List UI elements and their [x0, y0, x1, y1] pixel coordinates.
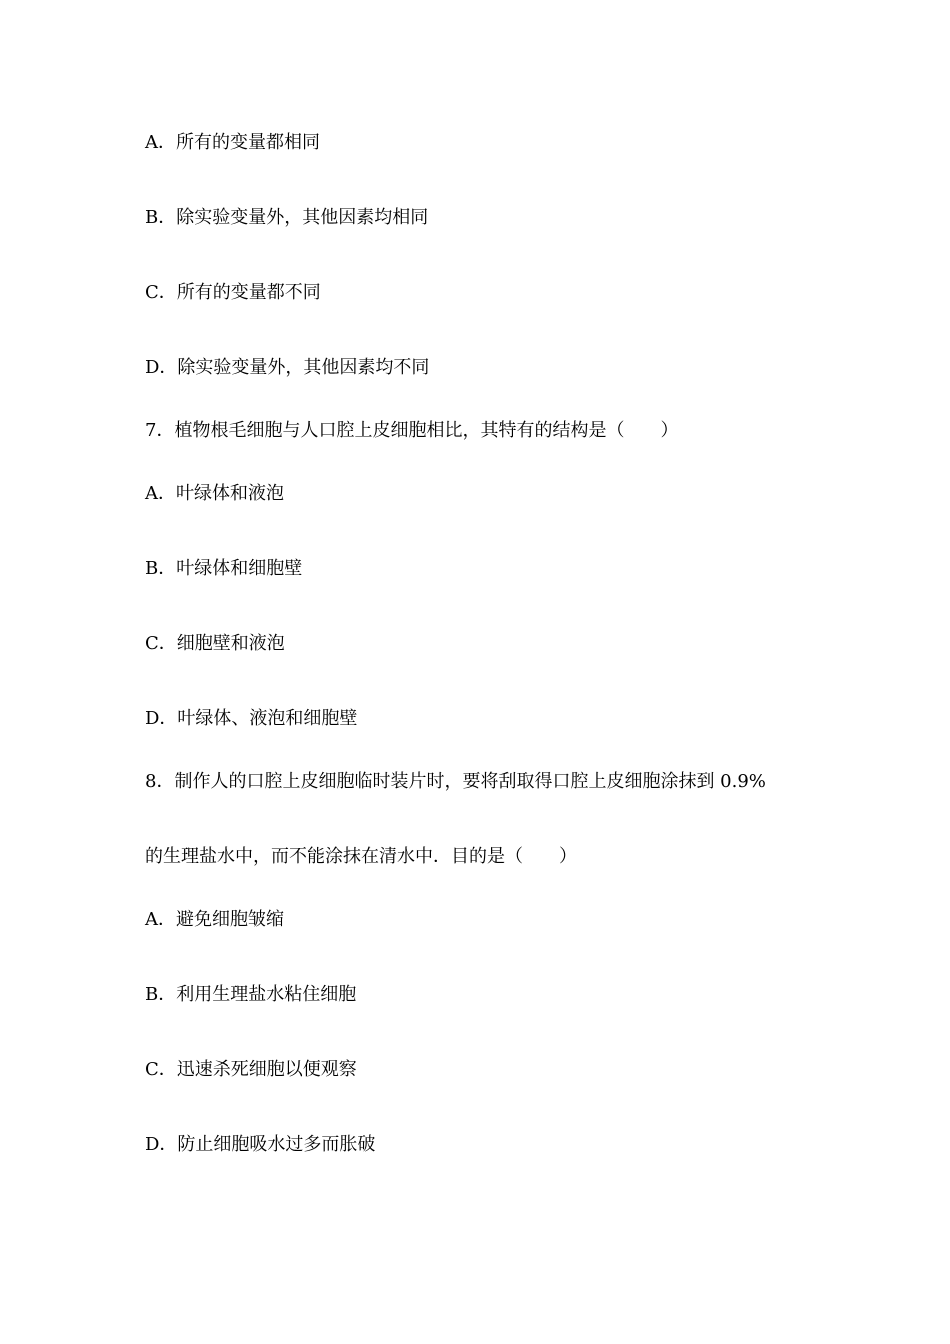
q8-option-c: C．迅速杀死细胞以便观察	[145, 1059, 357, 1080]
q8-option-a: A．避免细胞皱缩	[145, 909, 284, 930]
q8-option-d: D．防止细胞吸水过多而胀破	[145, 1134, 376, 1155]
q8-option-b: B．利用生理盐水粘住细胞	[145, 984, 357, 1005]
q6-option-d: D．除实验变量外，其他因素均不同	[145, 357, 430, 378]
q7-option-a: A．叶绿体和液泡	[145, 483, 284, 504]
q7-option-d: D．叶绿体、液泡和细胞壁	[145, 708, 358, 729]
q7-stem: 7．植物根毛细胞与人口腔上皮细胞相比，其特有的结构是（ ）	[145, 420, 679, 441]
q6-option-c: C．所有的变量都不同	[145, 282, 321, 303]
q6-option-b: B．除实验变量外，其他因素均相同	[145, 207, 429, 228]
q7-option-b: B．叶绿体和细胞壁	[145, 558, 303, 579]
q6-option-a: A．所有的变量都相同	[145, 132, 320, 153]
q7-option-c: C．细胞壁和液泡	[145, 633, 285, 654]
q8-stem-line1: 8．制作人的口腔上皮细胞临时装片时，要将刮取得口腔上皮细胞涂抹到 0.9%	[145, 771, 766, 792]
q8-stem-line2: 的生理盐水中，而不能涂抹在清水中．目的是（ ）	[145, 846, 577, 867]
